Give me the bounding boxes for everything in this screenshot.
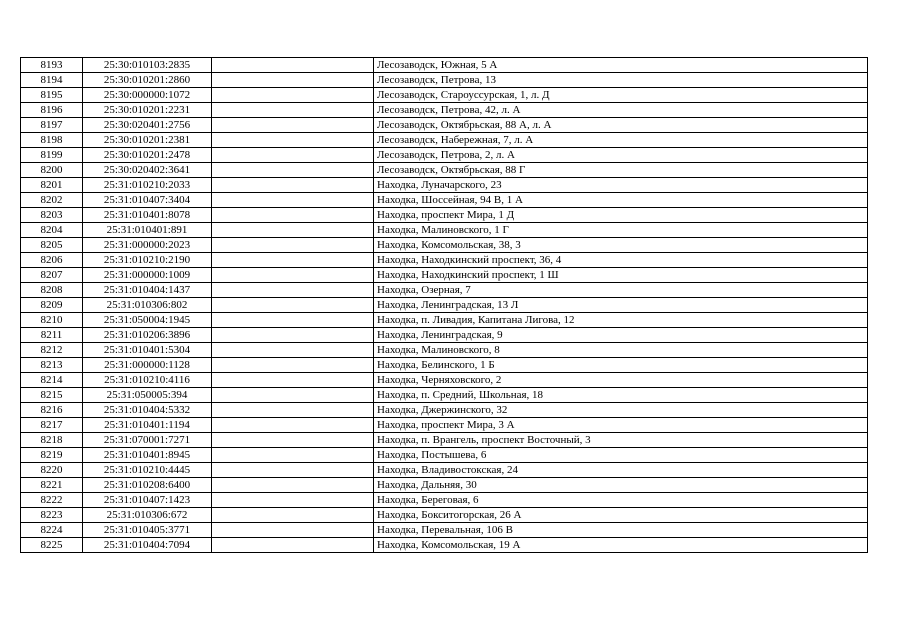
table-row: [21, 358, 868, 373]
row-number-cell: 8209: [21, 298, 83, 313]
table-row: [21, 373, 868, 388]
cadastral-number-cell: 25:31:000000:1128: [83, 358, 212, 373]
empty-cell: [212, 133, 374, 148]
cadastral-number-cell: 25:30:020402:3641: [83, 163, 212, 178]
table-row: [21, 328, 868, 343]
cadastral-number-cell: 25:31:010404:7094: [83, 538, 212, 553]
address-cell: Находка, Шоссейная, 94 В, 1 А: [374, 193, 868, 208]
empty-cell: [212, 238, 374, 253]
address-cell: Лесозаводск, Октябрьская, 88 А, л. А: [374, 118, 868, 133]
cadastral-number-cell: 25:31:010401:1194: [83, 418, 212, 433]
table-row: [21, 73, 868, 88]
address-cell: Находка, проспект Мира, 3 А: [374, 418, 868, 433]
empty-cell: [212, 523, 374, 538]
table-row: [21, 463, 868, 478]
empty-cell: [212, 103, 374, 118]
row-number-cell: 8205: [21, 238, 83, 253]
cadastral-number-cell: 25:31:010210:2033: [83, 178, 212, 193]
table-row: [21, 508, 868, 523]
address-cell: Находка, Ленинградская, 13 Л: [374, 298, 868, 313]
empty-cell: [212, 418, 374, 433]
address-cell: Находка, Малиновского, 1 Г: [374, 223, 868, 238]
address-cell: Находка, Комсомольская, 19 А: [374, 538, 868, 553]
empty-cell: [212, 163, 374, 178]
empty-cell: [212, 493, 374, 508]
table-row: [21, 133, 868, 148]
cadastral-number-cell: 25:31:010210:2190: [83, 253, 212, 268]
table-row: [21, 253, 868, 268]
empty-cell: [212, 388, 374, 403]
row-number-cell: 8212: [21, 343, 83, 358]
empty-cell: [212, 538, 374, 553]
row-number-cell: 8194: [21, 73, 83, 88]
row-number-cell: 8197: [21, 118, 83, 133]
row-number-cell: 8208: [21, 283, 83, 298]
address-cell: Находка, Малиновского, 8: [374, 343, 868, 358]
row-number-cell: 8221: [21, 478, 83, 493]
table-row: [21, 148, 868, 163]
address-cell: Находка, Белинского, 1 Б: [374, 358, 868, 373]
cadastral-number-cell: 25:31:010401:8945: [83, 448, 212, 463]
cadastral-number-cell: 25:30:010201:2381: [83, 133, 212, 148]
address-cell: Находка, Постышева, 6: [374, 448, 868, 463]
cadastral-number-cell: 25:31:070001:7271: [83, 433, 212, 448]
cadastral-number-cell: 25:30:010201:2231: [83, 103, 212, 118]
table-row: [21, 448, 868, 463]
address-cell: Находка, Бокситогорская, 26 А: [374, 508, 868, 523]
cadastral-number-cell: 25:31:000000:2023: [83, 238, 212, 253]
row-number-cell: 8219: [21, 448, 83, 463]
empty-cell: [212, 148, 374, 163]
cadastral-number-cell: 25:31:010210:4445: [83, 463, 212, 478]
row-number-cell: 8195: [21, 88, 83, 103]
row-number-cell: 8193: [21, 58, 83, 73]
table-row: [21, 193, 868, 208]
table-row: [21, 388, 868, 403]
table-row: [21, 88, 868, 103]
address-cell: Лесозаводск, Набережная, 7, л. А: [374, 133, 868, 148]
row-number-cell: 8217: [21, 418, 83, 433]
address-cell: Лесозаводск, Южная, 5 А: [374, 58, 868, 73]
cadastral-number-cell: 25:31:000000:1009: [83, 268, 212, 283]
empty-cell: [212, 223, 374, 238]
cadastral-number-cell: 25:30:010201:2478: [83, 148, 212, 163]
cadastral-number-cell: 25:31:010404:1437: [83, 283, 212, 298]
row-number-cell: 8214: [21, 373, 83, 388]
table-row: [21, 478, 868, 493]
row-number-cell: 8213: [21, 358, 83, 373]
address-cell: Находка, Находкинский проспект, 1 Ш: [374, 268, 868, 283]
address-cell: Находка, Комсомольская, 38, 3: [374, 238, 868, 253]
cadastral-number-cell: 25:31:010306:672: [83, 508, 212, 523]
row-number-cell: 8211: [21, 328, 83, 343]
row-number-cell: 8199: [21, 148, 83, 163]
address-cell: Находка, Луначарского, 23: [374, 178, 868, 193]
cadastral-number-cell: 25:31:010401:891: [83, 223, 212, 238]
cadastral-number-cell: 25:31:010401:8078: [83, 208, 212, 223]
row-number-cell: 8198: [21, 133, 83, 148]
cadastral-number-cell: 25:31:010208:6400: [83, 478, 212, 493]
row-number-cell: 8225: [21, 538, 83, 553]
address-cell: Лесозаводск, Петрова, 2, л. А: [374, 148, 868, 163]
cadastral-number-cell: 25:31:010404:5332: [83, 403, 212, 418]
property-registry-table: [20, 57, 868, 553]
address-cell: Находка, Дальняя, 30: [374, 478, 868, 493]
address-cell: Находка, п. Врангель, проспект Восточный, 3: [374, 433, 868, 448]
empty-cell: [212, 433, 374, 448]
empty-cell: [212, 373, 374, 388]
empty-cell: [212, 268, 374, 283]
cadastral-number-cell: 25:30:000000:1072: [83, 88, 212, 103]
row-number-cell: 8196: [21, 103, 83, 118]
address-cell: Находка, Черняховского, 2: [374, 373, 868, 388]
table-row: [21, 538, 868, 553]
address-cell: Находка, Береговая, 6: [374, 493, 868, 508]
address-cell: Находка, проспект Мира, 1 Д: [374, 208, 868, 223]
table-row: [21, 238, 868, 253]
cadastral-number-cell: 25:31:010210:4116: [83, 373, 212, 388]
address-cell: Находка, Ленинградская, 9: [374, 328, 868, 343]
empty-cell: [212, 178, 374, 193]
address-cell: Находка, Находкинский проспект, 36, 4: [374, 253, 868, 268]
table-row: [21, 208, 868, 223]
row-number-cell: 8224: [21, 523, 83, 538]
address-cell: Находка, Владивостокская, 24: [374, 463, 868, 478]
address-cell: Находка, п. Ливадия, Капитана Лигова, 12: [374, 313, 868, 328]
registry-table-body: [21, 58, 868, 553]
empty-cell: [212, 283, 374, 298]
cadastral-number-cell: 25:31:010401:5304: [83, 343, 212, 358]
cadastral-number-cell: 25:31:010407:1423: [83, 493, 212, 508]
empty-cell: [212, 358, 374, 373]
row-number-cell: 8201: [21, 178, 83, 193]
row-number-cell: 8223: [21, 508, 83, 523]
table-row: [21, 313, 868, 328]
empty-cell: [212, 463, 374, 478]
empty-cell: [212, 403, 374, 418]
table-row: [21, 268, 868, 283]
row-number-cell: 8218: [21, 433, 83, 448]
empty-cell: [212, 118, 374, 133]
row-number-cell: 8203: [21, 208, 83, 223]
address-cell: Лесозаводск, Староуссурская, 1, л. Д: [374, 88, 868, 103]
row-number-cell: 8202: [21, 193, 83, 208]
empty-cell: [212, 508, 374, 523]
empty-cell: [212, 73, 374, 88]
cadastral-number-cell: 25:31:010405:3771: [83, 523, 212, 538]
table-row: [21, 523, 868, 538]
cadastral-number-cell: 25:31:050004:1945: [83, 313, 212, 328]
address-cell: Находка, Озерная, 7: [374, 283, 868, 298]
table-row: [21, 283, 868, 298]
empty-cell: [212, 448, 374, 463]
row-number-cell: 8222: [21, 493, 83, 508]
address-cell: Лесозаводск, Октябрьская, 88 Г: [374, 163, 868, 178]
table-row: [21, 403, 868, 418]
empty-cell: [212, 313, 374, 328]
cadastral-number-cell: 25:31:010407:3404: [83, 193, 212, 208]
table-row: [21, 178, 868, 193]
row-number-cell: 8207: [21, 268, 83, 283]
cadastral-number-cell: 25:31:010306:802: [83, 298, 212, 313]
table-row: [21, 163, 868, 178]
address-cell: Лесозаводск, Петрова, 42, л. А: [374, 103, 868, 118]
empty-cell: [212, 253, 374, 268]
table-row: [21, 103, 868, 118]
cadastral-number-cell: 25:31:050005:394: [83, 388, 212, 403]
table-row: [21, 223, 868, 238]
table-row: [21, 418, 868, 433]
row-number-cell: 8216: [21, 403, 83, 418]
address-cell: Находка, Перевальная, 106 В: [374, 523, 868, 538]
empty-cell: [212, 208, 374, 223]
cadastral-number-cell: 25:31:010206:3896: [83, 328, 212, 343]
cadastral-number-cell: 25:30:020401:2756: [83, 118, 212, 133]
empty-cell: [212, 193, 374, 208]
address-cell: Лесозаводск, Петрова, 13: [374, 73, 868, 88]
empty-cell: [212, 88, 374, 103]
row-number-cell: 8204: [21, 223, 83, 238]
cadastral-number-cell: 25:30:010103:2835: [83, 58, 212, 73]
table-row: [21, 298, 868, 313]
table-row: [21, 433, 868, 448]
address-cell: Находка, п. Средний, Школьная, 18: [374, 388, 868, 403]
empty-cell: [212, 478, 374, 493]
table-row: [21, 343, 868, 358]
empty-cell: [212, 58, 374, 73]
table-row: [21, 493, 868, 508]
cadastral-number-cell: 25:30:010201:2860: [83, 73, 212, 88]
table-row: [21, 118, 868, 133]
table-row: [21, 58, 868, 73]
row-number-cell: 8206: [21, 253, 83, 268]
row-number-cell: 8200: [21, 163, 83, 178]
address-cell: Находка, Джержинского, 32: [374, 403, 868, 418]
empty-cell: [212, 343, 374, 358]
empty-cell: [212, 328, 374, 343]
row-number-cell: 8215: [21, 388, 83, 403]
row-number-cell: 8220: [21, 463, 83, 478]
row-number-cell: 8210: [21, 313, 83, 328]
empty-cell: [212, 298, 374, 313]
